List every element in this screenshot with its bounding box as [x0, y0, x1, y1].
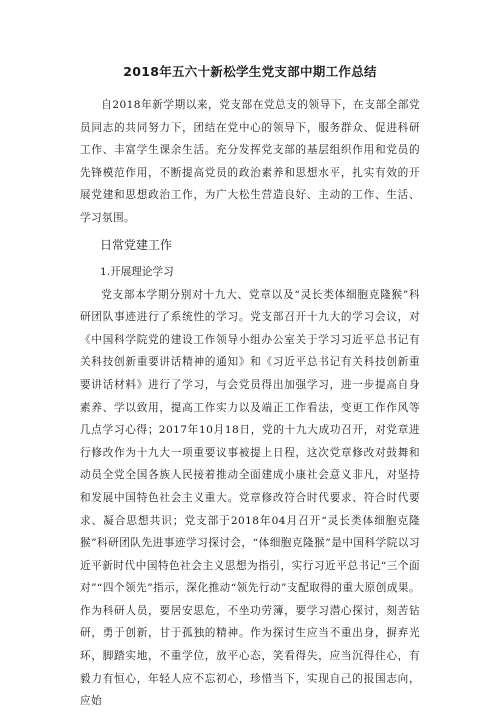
sub-heading-theory-study: 1.开展理论学习 — [100, 265, 174, 278]
intro-paragraph: 自2018年新学期以来，党支部在党总支的领导下，在支部全部党员同志的共同努力下，团结在党中心的领导下，服务群众、促进科研工作、丰富学生课余生活。充分发挥党支部的基层组织作用和党员的先锋模范作用，不断提高党员的政治素养和思想水平，扎实有效的开展党建和思想政治工作，为广大松生营造良好、主动的工作、生活、学习氛围。 — [80, 99, 420, 224]
document-title: 2018年五六十新松学生党支部中期工作总结 — [123, 64, 377, 79]
section-heading-daily-party-work: 日常党建工作 — [100, 237, 173, 252]
theory-study-paragraph: 党支部本学期分别对十九大、党章以及“灵长类体细胞克隆猴”科研团队事迹进行了系统性的学习。党支部召开十九大的学习会议，对《中国科学院党的建设工作领导小组办公室关于学习习近平总书记有关科技创新重要讲话精神的通知》和《习近平总书记有关科技创新重要讲话材料》进行了学习，与会党员得出加强学习，进一步提高自身素养、学以致用，提高工作实力以及端正工作看法，变更工作作风等几点学习心得；2017年10月18日，党的十九大成功召开，对党章进行修改作为十九大一项重要议事被提上日程，这次党章修改对鼓舞和动员全党全国各族人民接着推动全面建成小康社会意义非凡，对坚持和发展中国特色社会主义重大。党章修改符合时代要求、符合时代要求、凝合思想共识；党支部于2018年04月召开“灵长类体细胞克隆猴”科研团队先进事迹学习探讨会，“体细胞克隆猴”是中国科学院以习近平新时代中国特色社会主义思想为指引，实行习近平总书记“三个面对”“四个领先”指示，深化推动“领先行动”支配取得的重大原创成果。作为科研人员，要居安思危，不坐功劳簿，要学习潜心探讨，刻苦钻研，勇于创新，甘于孤独的精神。作为探讨生应当不重出身，摒弃光环，脚踏实地，不重学位，放平心态，笑看得失，应当沉得住心，有毅力有恒心，年轻人应不忘初心，珍惜当下，实现自己的报国志向，应始 — [80, 288, 420, 708]
